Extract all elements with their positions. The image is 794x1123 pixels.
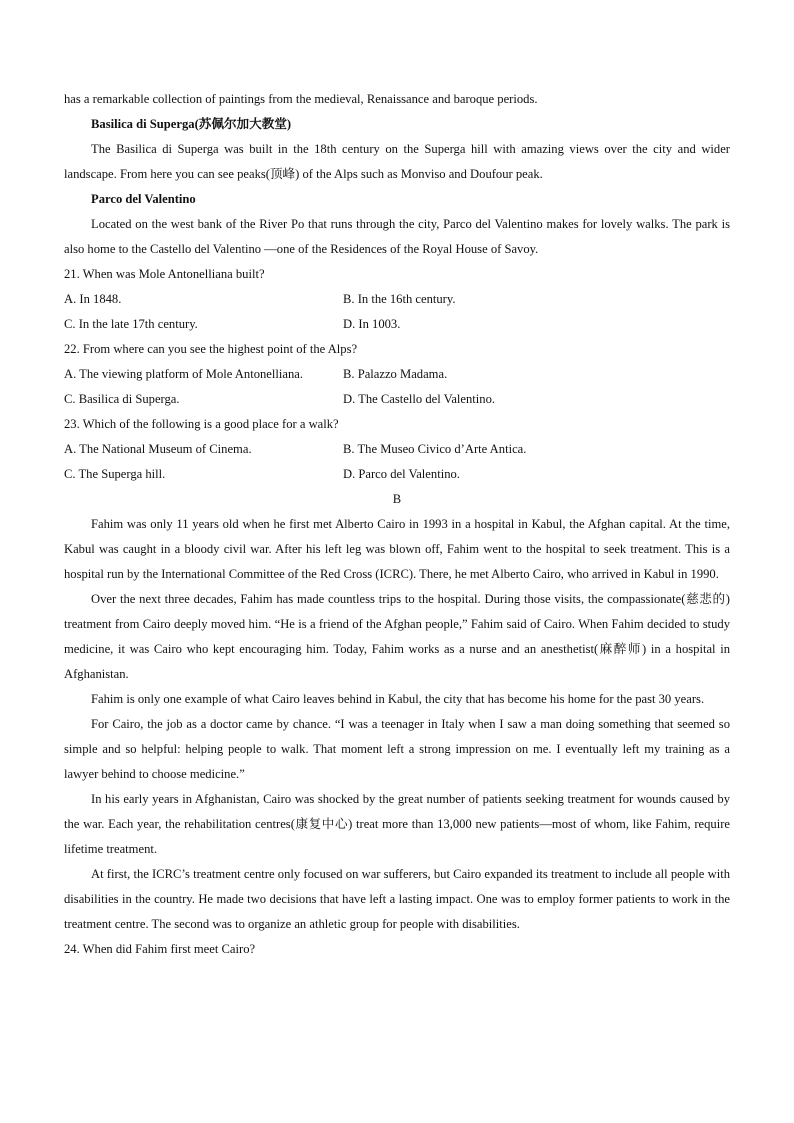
question-stem: 21. When was Mole Antonelliana built? <box>64 267 265 281</box>
document-page <box>64 87 730 962</box>
paragraph-museum-continued: has a remarkable collection of paintings from the medieval, Renaissance and baroque periods. <box>64 92 538 106</box>
options-row <box>64 387 730 412</box>
option-b: B. In the 16th century. <box>343 292 456 306</box>
paragraph-b-3: Fahim is only one example of what Cairo leaves behind in Kabul, the city that has become his home for the past 30 years. <box>91 692 705 706</box>
option-c: C. In the late 17th century. <box>64 317 198 331</box>
question-stem: 22. From where can you see the highest point of the Alps? <box>64 342 358 356</box>
paragraph-b-5: In his early years in Afghanistan, Cairo was shocked by the great number of patients seeking treatment for wounds caused by the war. Each year, the rehabilitation centres(康复中心) treat more than 13,000 new patients—most of whom, like Fahim, require lifetime treatment. <box>64 792 730 856</box>
option-d: D. In 1003. <box>343 317 401 331</box>
heading-basilica-superga: Basilica di Superga(苏佩尔加大教堂) <box>91 117 292 131</box>
option-b: B. Palazzo Madama. <box>343 367 448 381</box>
option-d: D. The Castello del Valentino. <box>343 392 496 406</box>
options-row <box>64 462 730 487</box>
question-stem: 23. Which of the following is a good place for a walk? <box>64 417 339 431</box>
option-a: A. The National Museum of Cinema. <box>64 442 252 456</box>
paragraph-basilica-superga: The Basilica di Superga was built in the 18th century on the Superga hill with amazing views over the city and wider landscape. From here you can see peaks(顶峰) of the Alps such as Monviso and Doufour peak. <box>64 142 730 181</box>
options-row <box>64 437 730 462</box>
question-21 <box>64 262 730 337</box>
paragraph-b-6: At first, the ICRC’s treatment centre only focused on war sufferers, but Cairo expanded its treatment to include all people with disabilities in the country. He made two decisions that have left a lasting impact. One was to employ former patients to work in the treatment centre. The second was to organize an athletic group for people with disabilities. <box>64 867 730 931</box>
option-b: B. The Museo Civico d’Arte Antica. <box>343 442 527 456</box>
option-c: C. Basilica di Superga. <box>64 392 180 406</box>
option-a: A. In 1848. <box>64 292 122 306</box>
option-a: A. The viewing platform of Mole Antonelliana. <box>64 367 303 381</box>
heading-parco-valentino: Parco del Valentino <box>91 192 196 206</box>
option-c: C. The Superga hill. <box>64 467 166 481</box>
options-row <box>64 362 730 387</box>
paragraph-b-2: Over the next three decades, Fahim has made countless trips to the hospital. During those visits, the compassionate(慈悲的) treatment from Cairo deeply moved him. “He is a friend of the Afghan people,” Fahim said of Cairo. When Fahim decided to study medicine, it was Cairo who kept encouraging him. Today, Fahim works as a nurse and an anesthetist(麻醉师) in a hospital in Afghanistan. <box>64 592 730 681</box>
option-d: D. Parco del Valentino. <box>343 467 460 481</box>
options-row <box>64 312 730 337</box>
question-24-stem: 24. When did Fahim first meet Cairo? <box>64 942 256 956</box>
paragraph-parco-valentino: Located on the west bank of the River Po that runs through the city, Parco del Valentino makes for lovely walks. The park is also home to the Castello del Valentino —one of the Residences of the Royal House of Savoy. <box>64 217 730 256</box>
section-label-b: B <box>392 492 402 506</box>
question-23 <box>64 412 730 487</box>
options-row <box>64 287 730 312</box>
paragraph-b-4: For Cairo, the job as a doctor came by chance. “I was a teenager in Italy when I saw a man doing something that seemed so simple and so helpful: helping people to walk. That moment left a strong impression on me. I eventually left my training as a lawyer behind to choose medicine.” <box>64 717 730 781</box>
paragraph-b-1: Fahim was only 11 years old when he first met Alberto Cairo in 1993 in a hospital in Kabul, the Afghan capital. At the time, Kabul was caught in a bloody civil war. After his left leg was blown off, Fahim went to the hospital to seek treatment. This is a hospital run by the International Committee of the Red Cross (ICRC). There, he met Alberto Cairo, who arrived in Kabul in 1990. <box>64 517 730 581</box>
question-22 <box>64 337 730 412</box>
